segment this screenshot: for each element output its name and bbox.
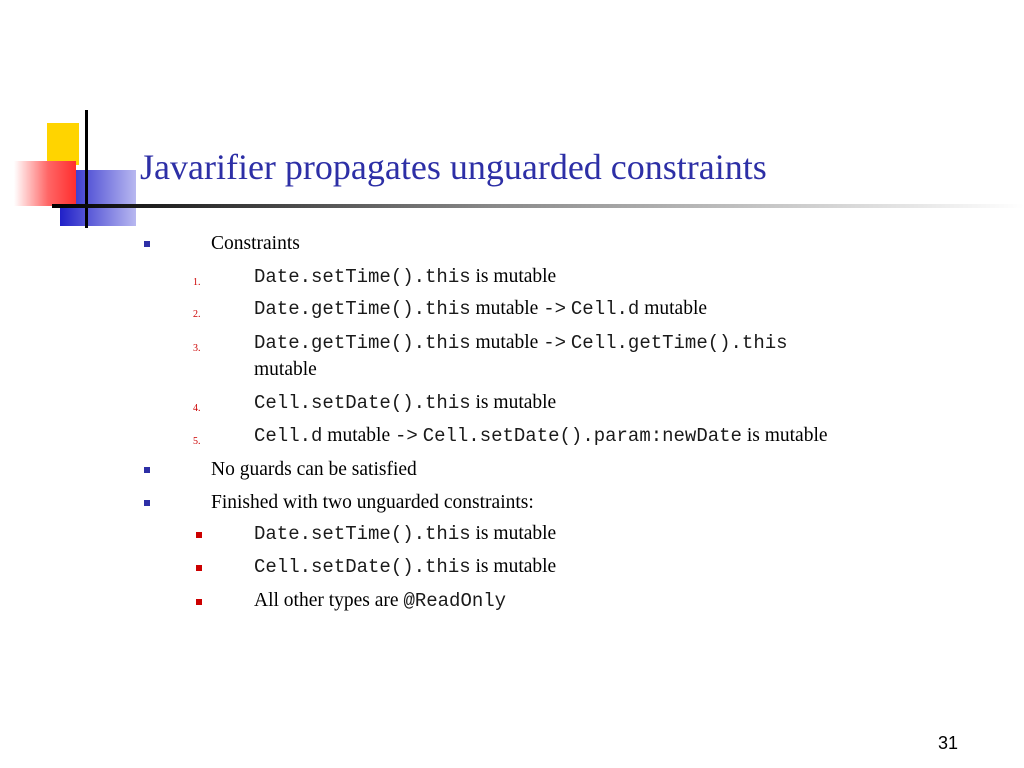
sub-bullet: [196, 599, 202, 605]
code-fragment: Date.setTime().this: [254, 523, 471, 545]
code-fragment: ->: [543, 298, 567, 320]
text-fragment: is mutable: [470, 392, 557, 413]
constraint-item: [254, 331, 788, 355]
code-fragment: Date.getTime().this: [254, 332, 471, 354]
title-rule: [52, 204, 1024, 208]
slide-logo: [0, 0, 1024, 240]
code-fragment: ->: [395, 425, 418, 447]
code-fragment: Cell.setDate().this: [254, 556, 471, 578]
code-fragment: Date.getTime().this: [254, 298, 471, 320]
finished-label: Finished with two unguarded constraints:: [211, 492, 534, 513]
text-fragment: is mutable: [470, 556, 557, 577]
text-fragment: mutable: [639, 298, 708, 319]
constraint-number: 2.: [193, 309, 201, 320]
sub-bullet: [196, 565, 202, 571]
finished-item: [254, 589, 506, 613]
constraint-item: [254, 265, 556, 289]
logo-red-square: [14, 161, 76, 206]
text-fragment: is mutable: [470, 523, 557, 544]
bullet-finished: [144, 500, 150, 506]
constraint-continuation: mutable: [254, 359, 317, 380]
code-fragment: Cell.getTime().this: [570, 332, 788, 354]
constraint-item: [254, 424, 828, 448]
code-fragment: Cell.d: [254, 425, 323, 447]
constraints-label: Constraints: [211, 233, 300, 254]
no-guards-text: No guards can be satisfied: [211, 459, 417, 480]
sub-bullet: [196, 532, 202, 538]
bullet-no-guards: [144, 467, 150, 473]
text-fragment: All other types are: [254, 590, 404, 611]
code-fragment: Cell.d: [570, 298, 640, 320]
text-fragment: mutable: [322, 425, 395, 446]
bullet-constraints: [144, 241, 150, 247]
code-fragment: ->: [543, 332, 567, 354]
slide-title: Javarifier propagates unguarded constraints: [140, 147, 767, 187]
logo-vertical-line: [85, 110, 88, 228]
text-fragment: mutable: [470, 332, 544, 353]
finished-item: [254, 555, 556, 579]
constraint-number: 3.: [193, 343, 201, 354]
slide-number: 31: [937, 733, 958, 753]
constraint-item: [254, 391, 556, 415]
constraint-number: 1.: [193, 277, 201, 288]
logo-yellow-square: [47, 123, 79, 165]
text-fragment: is mutable: [470, 266, 557, 287]
code-fragment: @ReadOnly: [403, 590, 507, 612]
constraint-number: 4.: [193, 403, 201, 414]
text-fragment: mutable: [470, 298, 544, 319]
constraint-item: [254, 297, 707, 321]
constraint-number: 5.: [193, 436, 201, 447]
code-fragment: Cell.setDate().this: [254, 392, 471, 414]
text-fragment: is mutable: [741, 425, 828, 446]
code-fragment: Date.setTime().this: [254, 266, 471, 288]
code-fragment: Cell.setDate().param:newDate: [422, 425, 742, 447]
finished-item: [254, 522, 556, 546]
